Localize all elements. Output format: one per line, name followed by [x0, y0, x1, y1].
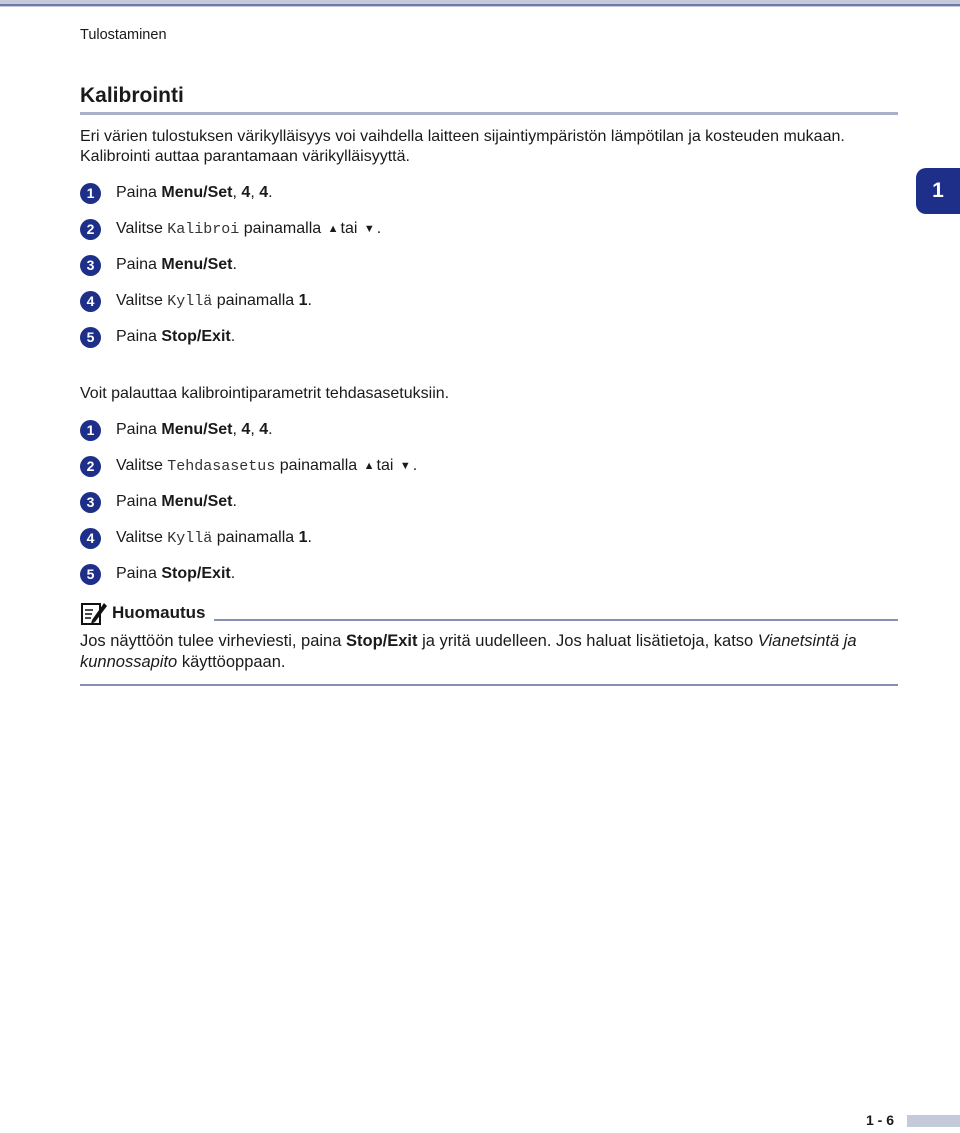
step-text: .	[230, 565, 236, 582]
step-number: 5	[80, 564, 101, 585]
up-arrow-icon: ▲	[363, 460, 375, 472]
step-text: ,	[232, 184, 237, 201]
key-menu-set: Menu/Set	[161, 493, 233, 510]
lcd-option: Kyllä	[167, 529, 213, 547]
lcd-option: Kalibroi	[167, 220, 240, 238]
step-a-2	[80, 218, 381, 240]
step-number: 2	[80, 456, 101, 477]
chapter-tab	[916, 168, 960, 214]
step-a-4	[80, 290, 312, 312]
page-number: 1 - 6	[866, 1112, 895, 1128]
top-rule-line	[0, 4, 960, 6]
note-header	[80, 600, 206, 626]
note-rule	[214, 619, 898, 621]
note-text: käyttöoppaan.	[177, 653, 286, 671]
intro-paragraph	[80, 127, 910, 167]
key-menu-set: Menu/Set	[161, 421, 233, 438]
guide-reference: Vianetsintä ja kunnossapito	[80, 632, 857, 671]
step-text: Valitse	[116, 457, 163, 474]
key-4: 4	[259, 184, 269, 201]
step-text: .	[307, 292, 312, 309]
intro-line-1: Eri värien tulostuksen värikylläisyys voi vaihdella laitteen sijaintiympäristön lämpötilan ja kosteuden mukaan.	[80, 128, 845, 145]
note-text: Jos näyttöön tulee virheviesti, paina	[80, 632, 346, 650]
step-text: painamalla	[216, 292, 295, 309]
note-pencil-icon	[80, 600, 108, 626]
step-text: Paina	[116, 256, 157, 273]
step-text: Paina	[116, 421, 157, 438]
up-arrow-icon: ▲	[327, 223, 339, 235]
step-number: 4	[80, 291, 101, 312]
step-number: 1	[80, 183, 101, 204]
step-b-4	[80, 527, 312, 549]
step-number: 5	[80, 327, 101, 348]
note-body	[80, 631, 910, 673]
step-text: Paina	[116, 493, 157, 510]
key-4: 4	[241, 421, 251, 438]
section-title: Kalibrointi	[80, 84, 184, 107]
step-a-1	[80, 182, 273, 204]
step-text: .	[232, 493, 237, 510]
key-stop-exit: Stop/Exit	[346, 632, 418, 650]
step-text: .	[230, 328, 236, 345]
step-text: Paina	[116, 184, 157, 201]
step-text: painamalla	[243, 220, 322, 237]
step-b-5	[80, 563, 235, 585]
step-b-2	[80, 455, 417, 477]
step-text: painamalla	[279, 457, 358, 474]
key-1: 1	[298, 292, 308, 309]
step-text: .	[376, 220, 382, 237]
running-header: Tulostaminen	[80, 27, 167, 43]
down-arrow-icon: ▼	[399, 460, 411, 472]
step-text: ,	[232, 421, 237, 438]
intro-line-2: Kalibrointi auttaa parantamaan värikylläisyyttä.	[80, 148, 410, 165]
step-text: ,	[250, 421, 255, 438]
step-text: .	[232, 256, 237, 273]
key-stop-exit: Stop/Exit	[161, 565, 231, 582]
step-number: 3	[80, 492, 101, 513]
step-text: Valitse	[116, 529, 163, 546]
note-title: Huomautus	[112, 603, 206, 622]
step-number: 3	[80, 255, 101, 276]
key-4: 4	[259, 421, 269, 438]
step-number: 4	[80, 528, 101, 549]
key-menu-set: Menu/Set	[161, 256, 233, 273]
key-menu-set: Menu/Set	[161, 184, 233, 201]
title-rule	[80, 112, 898, 115]
bottom-rule	[80, 684, 898, 686]
step-number: 2	[80, 219, 101, 240]
step-a-3	[80, 254, 237, 276]
key-4: 4	[241, 184, 251, 201]
key-1: 1	[298, 529, 308, 546]
lcd-option: Tehdasasetus	[167, 457, 276, 475]
step-a-5	[80, 326, 235, 348]
step-text: painamalla	[216, 529, 295, 546]
key-stop-exit: Stop/Exit	[161, 328, 231, 345]
note-text: ja yritä uudelleen. Jos haluat lisätietoja, katso	[417, 632, 758, 650]
step-text: .	[307, 529, 312, 546]
step-text: Valitse	[116, 292, 163, 309]
step-text: .	[268, 184, 273, 201]
step-b-1	[80, 419, 273, 441]
chapter-tab-number: 1	[932, 179, 944, 202]
step-text: .	[268, 421, 273, 438]
step-text: Paina	[116, 328, 157, 345]
step-text: tai	[340, 220, 358, 237]
step-text: Paina	[116, 565, 157, 582]
step-number: 1	[80, 420, 101, 441]
lcd-option: Kyllä	[167, 292, 213, 310]
step-text: .	[412, 457, 418, 474]
reset-intro: Voit palauttaa kalibrointiparametrit tehdasasetuksiin.	[80, 385, 450, 402]
step-text: Valitse	[116, 220, 163, 237]
step-text: ,	[250, 184, 255, 201]
down-arrow-icon: ▼	[363, 223, 375, 235]
step-b-3	[80, 491, 237, 513]
page-bar	[907, 1115, 960, 1127]
step-text: tai	[376, 457, 394, 474]
